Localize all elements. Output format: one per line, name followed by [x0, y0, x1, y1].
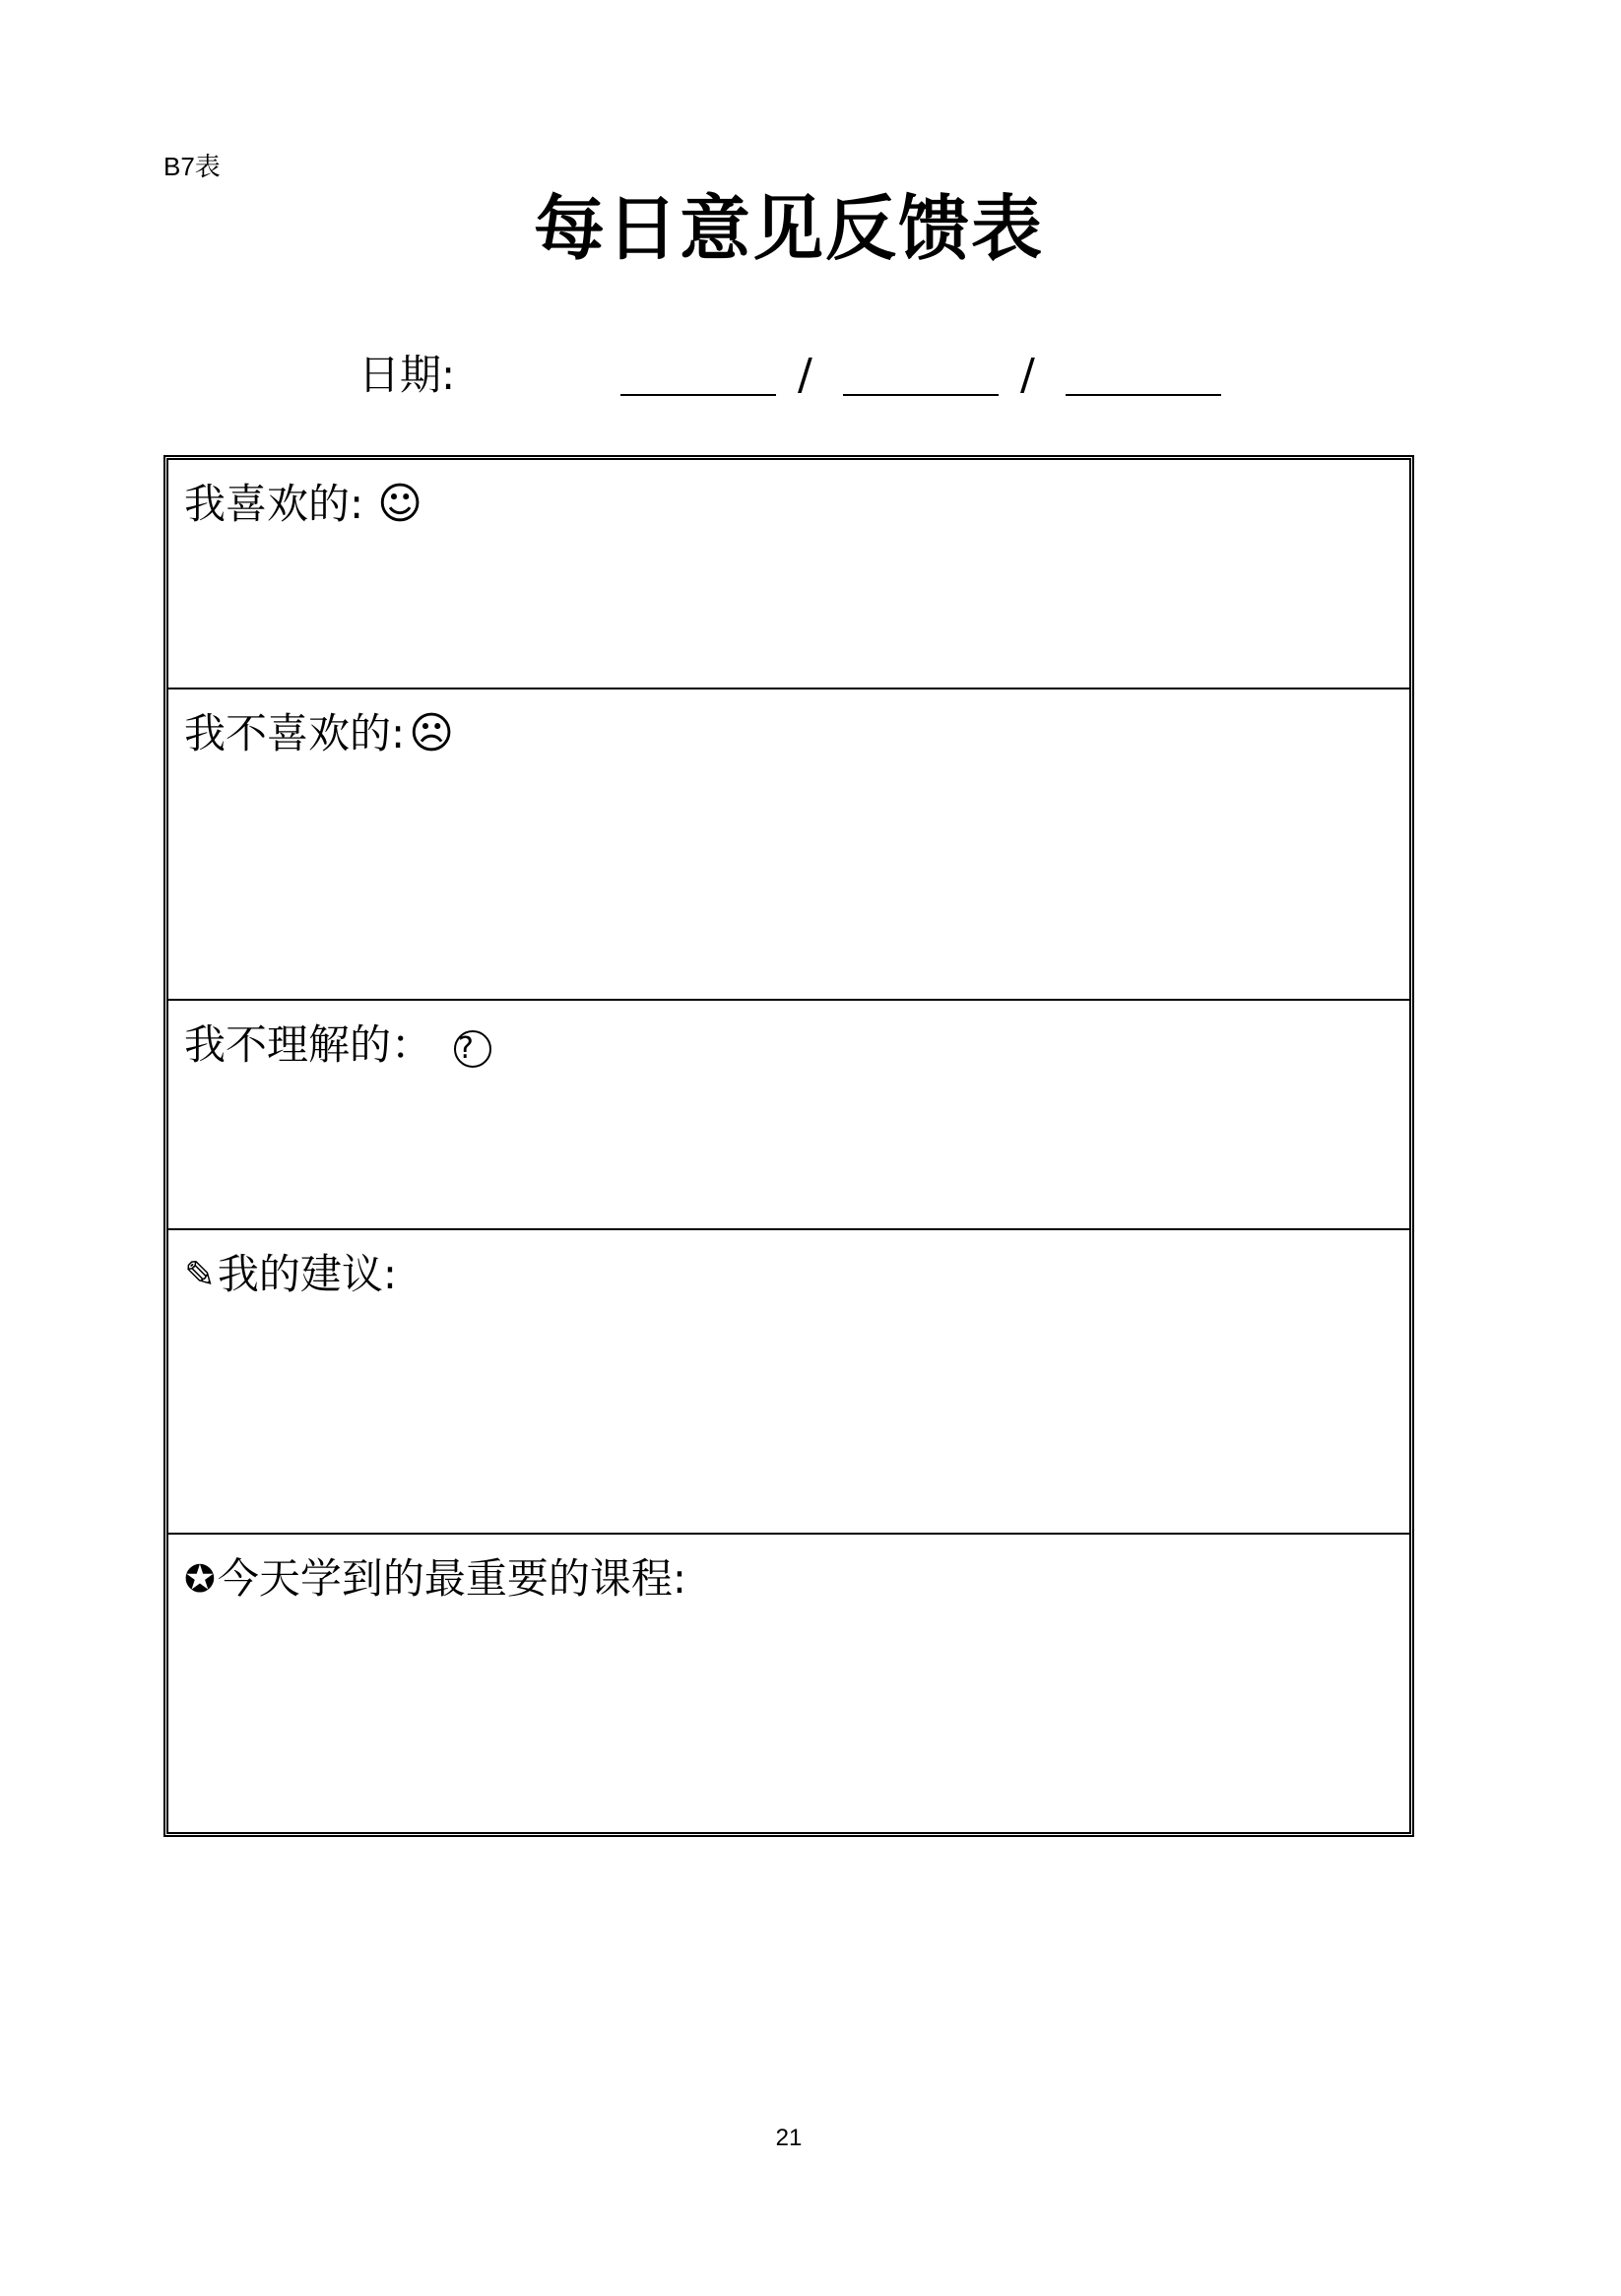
date-blank-1[interactable]: [620, 394, 776, 396]
section-suggestions[interactable]: [168, 1230, 1409, 1535]
smile-icon: ☺: [377, 479, 423, 529]
star-icon: ✪: [184, 1557, 216, 1601]
date-blank-3[interactable]: [1066, 394, 1221, 396]
section-disliked-label: 我不喜欢的:: [184, 709, 406, 757]
question-icon: ?: [454, 1030, 491, 1068]
page-number: 21: [775, 2125, 803, 2151]
section-lesson-learned[interactable]: [168, 1535, 1409, 1832]
feedback-table: [163, 455, 1414, 1837]
section-liked[interactable]: [168, 460, 1409, 689]
section-suggestions-label: 我的建议:: [217, 1250, 397, 1298]
form-code: B7表: [163, 152, 221, 181]
date-row: [358, 351, 1245, 400]
section-disliked[interactable]: [168, 689, 1409, 1001]
page-title: 每日意见反馈表: [533, 186, 1044, 270]
section-not-understood[interactable]: [168, 1001, 1409, 1230]
date-separator-2: /: [1020, 350, 1035, 400]
frown-icon: ☹: [409, 708, 455, 758]
pencil-icon: ✎: [184, 1253, 216, 1296]
section-lesson-learned-label: 今天学到的最重要的课程:: [217, 1554, 686, 1603]
date-blank-2[interactable]: [843, 394, 999, 396]
date-separator-1: /: [798, 350, 812, 400]
section-liked-label: 我喜欢的:: [184, 480, 364, 528]
section-not-understood-label: 我不理解的：: [184, 1020, 433, 1069]
date-label: 日期:: [358, 351, 456, 399]
